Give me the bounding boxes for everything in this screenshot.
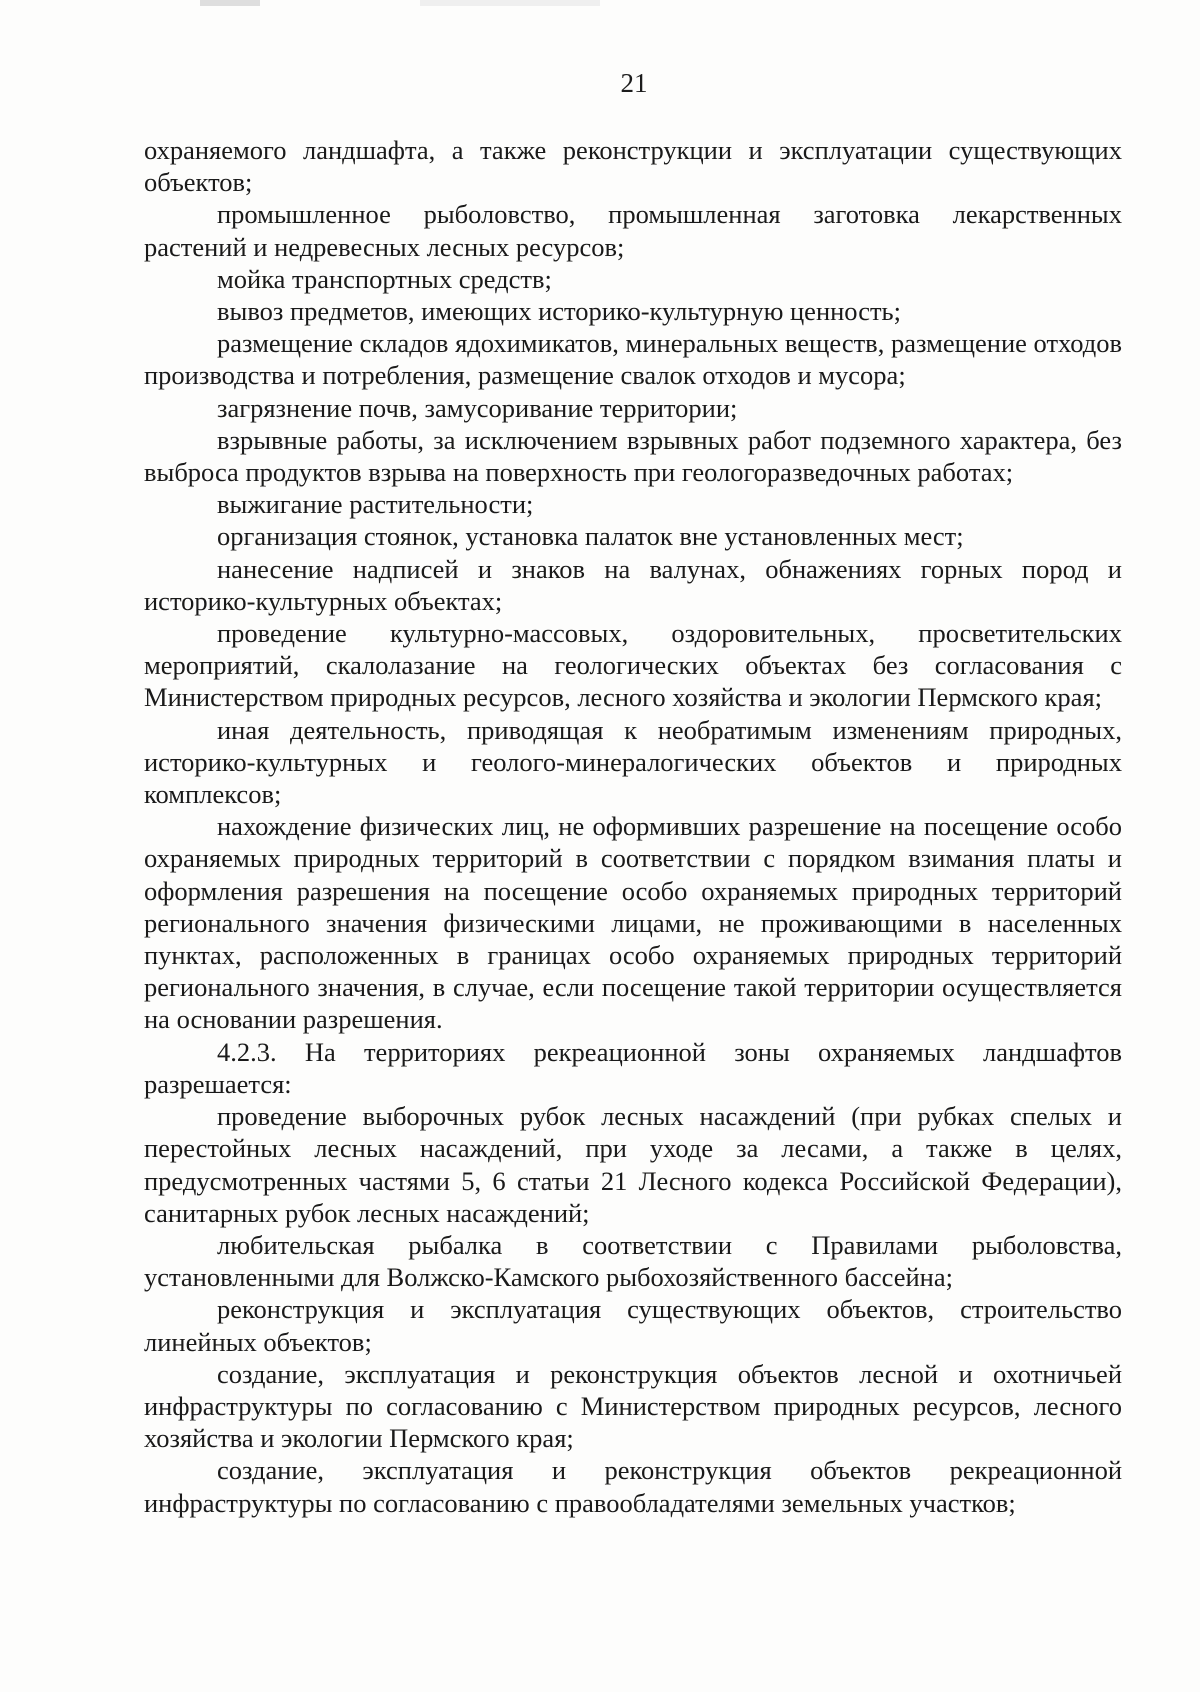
paragraph: 4.2.3. На территориях рекреационной зоны охраняемых ландшафтов разрешается: xyxy=(144,1036,1122,1099)
paragraph: нахождение физических лиц, не оформивших разрешение на посещение особо охраняемых природных территорий в соответствии с порядком взимания платы и оформления разрешения на посещение особо охраняемых природных территорий регионального значения физическими лицами, не проживающими в населенных пунктах, расположенных в границах особо охраняемых природных территорий регионального значения, в случае, если посещение такой территории осуществляется на основании разрешения. xyxy=(144,811,1122,1035)
scan-artifact xyxy=(200,0,260,6)
paragraph: нанесение надписей и знаков на валунах, обнажениях горных пород и историко-культурных объектах; xyxy=(144,553,1122,616)
paragraph: выжигание растительности; xyxy=(217,489,534,520)
paragraph: реконструкция и эксплуатация существующих объектов, строительство линейных объектов; xyxy=(144,1294,1122,1357)
paragraph: иная деятельность, приводящая к необратимым изменениям природных, историко-культурных и геолого-минералогических объектов и природных комплексов; xyxy=(144,714,1122,810)
paragraph: загрязнение почв, замусоривание территории; xyxy=(217,392,738,423)
paragraph: охраняемого ландшафта, а также реконструкции и эксплуатации существующих объектов; xyxy=(144,135,1122,198)
paragraph: любительская рыбалка в соответствии с Правилами рыболовства, установленными для Волжско-Камского рыбохозяйственного бассейна; xyxy=(144,1229,1122,1293)
scan-artifact xyxy=(420,0,600,6)
paragraph: создание, эксплуатация и реконструкция объектов лесной и охотничьей инфраструктуры по согласованию с Министерством природных ресурсов, лесного хозяйства и экологии Пермского края; xyxy=(144,1358,1122,1454)
paragraph: промышленное рыболовство, промышленная заготовка лекарственных растений и недревесных лесных ресурсов; xyxy=(144,199,1122,262)
document-body xyxy=(144,134,1122,1519)
paragraph: создание, эксплуатация и реконструкция объектов рекреационной инфраструктуры по согласованию с правообладателями земельных участков; xyxy=(144,1455,1122,1518)
page-number: 21 xyxy=(620,68,648,98)
paragraph: вывоз предметов, имеющих историко-культурную ценность; xyxy=(217,296,902,327)
paragraph: организация стоянок, установка палаток вне установленных мест; xyxy=(217,521,964,552)
paragraph: проведение культурно-массовых, оздоровительных, просветительских мероприятий, скалолазание на геологических объектах без согласования с Министерством природных ресурсов, лесного хозяйства и экологии Пермского края; xyxy=(144,618,1122,713)
paragraph: мойка транспортных средств; xyxy=(217,263,552,294)
paragraph: взрывные работы, за исключением взрывных работ подземного характера, без выброса продуктов взрыва на поверхность при геологоразведочных работах; xyxy=(144,424,1122,488)
paragraph: размещение складов ядохимикатов, минеральных веществ, размещение отходов производства и потребления, размещение свалок отходов и мусора; xyxy=(144,328,1122,391)
paragraph: проведение выборочных рубок лесных насаждений (при рубках спелых и перестойных лесных насаждений, при уходе за лесами, а также в целях, предусмотренных частями 5, 6 статьи 21 Лесного кодекса Российской Федерации), санитарных рубок лесных насаждений; xyxy=(144,1101,1122,1228)
